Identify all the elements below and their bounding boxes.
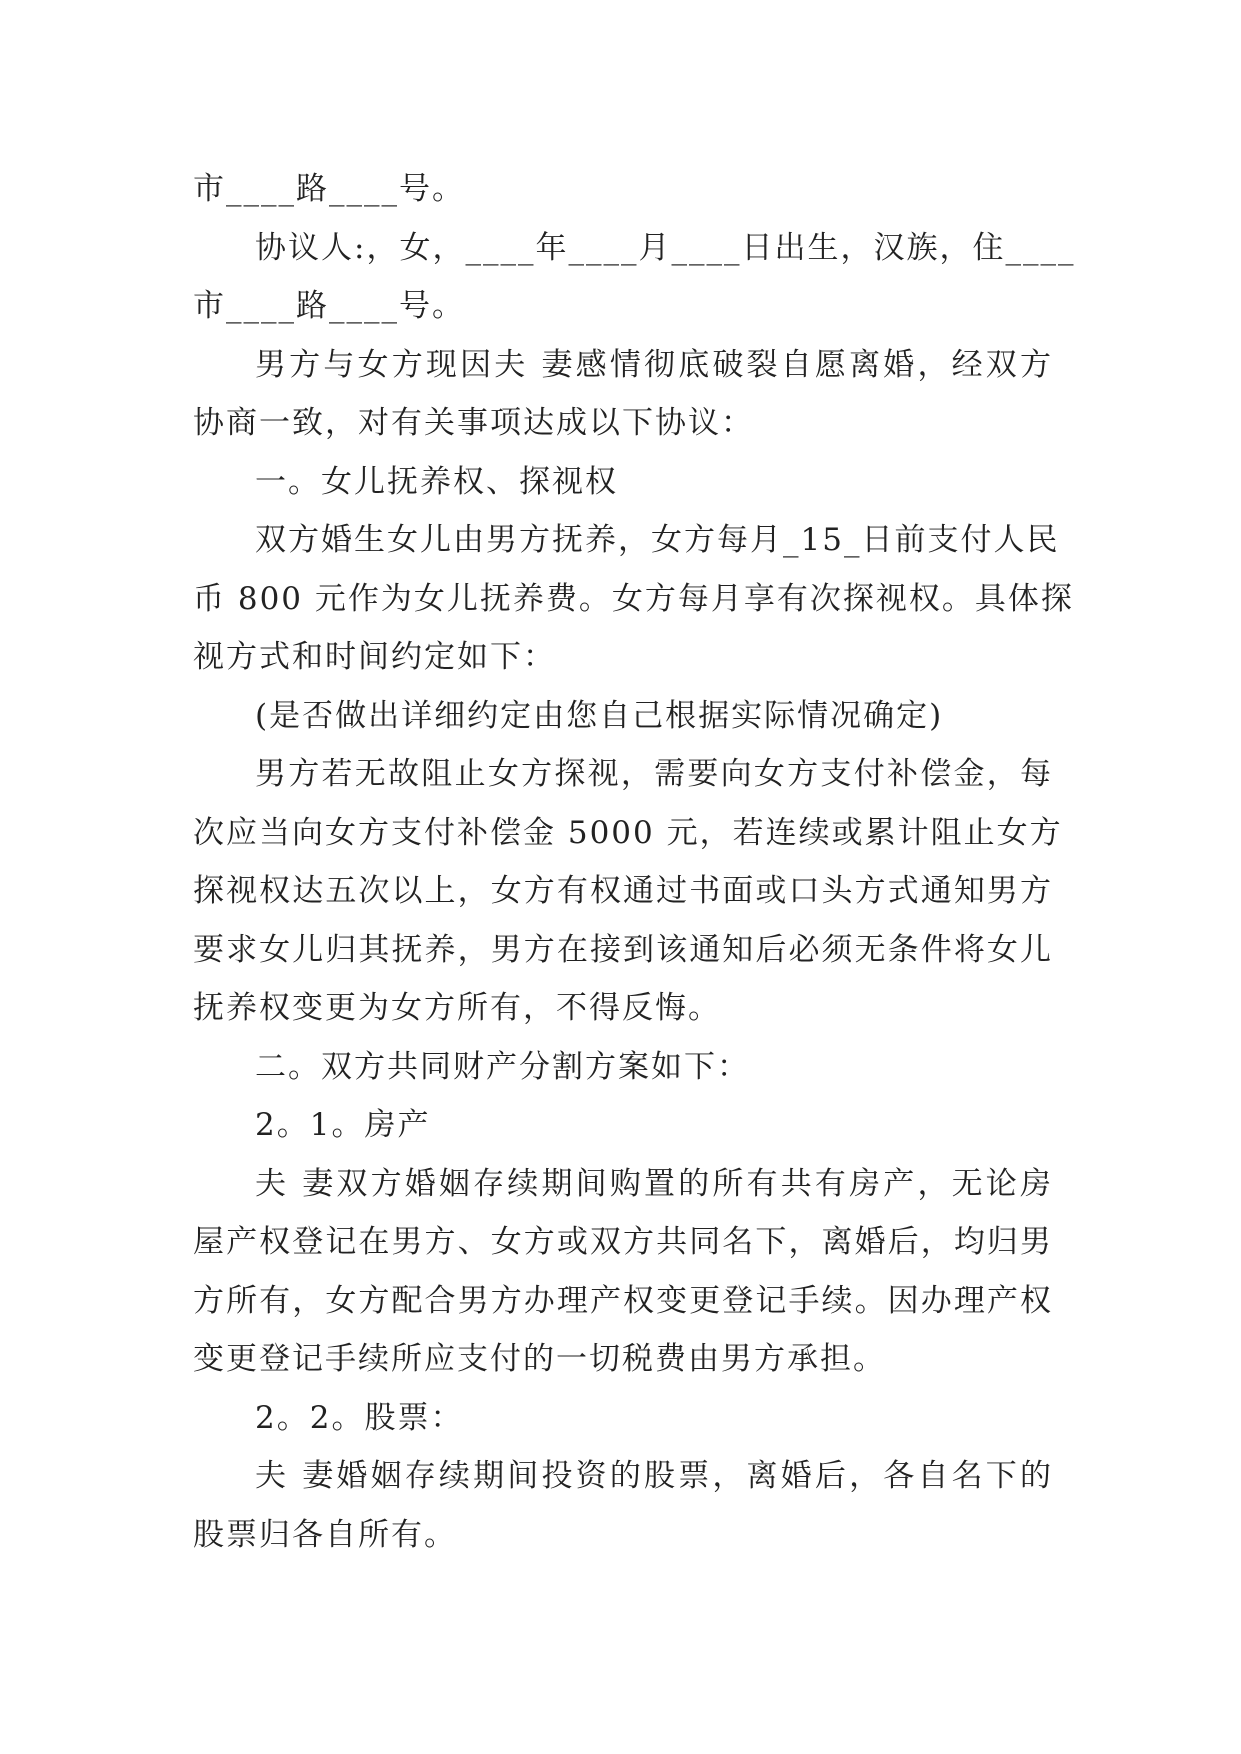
compensation-line-2: 次应当向女方支付补偿金 5000 元，若连续或累计阻止女方 — [193, 814, 1063, 851]
compensation-line-1: 男方若无故阻止女方探视，需要向女方支付补偿金，每 — [255, 756, 1053, 792]
custody-line-2: 币 800 元作为女儿抚养费。女方每月享有次探视权。具体探 — [193, 580, 1074, 617]
document-body — [193, 160, 1076, 1564]
custody-note: (是否做出详细约定由您自己根据实际情况确定) — [255, 697, 944, 734]
intro-line-1: 男方与女方现因夫 妻感情彻底破裂自愿离婚，经双方 — [255, 346, 1053, 383]
custody-line-3: 视方式和时间约定如下： — [193, 639, 556, 675]
subsection-2-2-heading: 2。2。股票： — [255, 1399, 464, 1436]
property-line-3: 方所有，女方配合男方办理产权变更登记手续。因办理产权 — [193, 1282, 1053, 1319]
subsection-2-1-heading: 2。1。房产 — [255, 1107, 431, 1143]
section-2-heading: 二。双方共同财产分割方案如下： — [255, 1048, 750, 1085]
address-line-1: 市____路____号。 — [193, 171, 465, 207]
address-line-2: 市____路____号。 — [193, 288, 465, 324]
compensation-line-5: 抚养权变更为女方所有，不得反悔。 — [193, 990, 721, 1026]
compensation-line-3: 探视权达五次以上，女方有权通过书面或口头方式通知男方 — [193, 873, 1053, 909]
custody-line-1: 双方婚生女儿由男方抚养，女方每月_15_日前支付人民 — [255, 522, 1060, 558]
property-line-2: 屋产权登记在男方、女方或双方共同名下，离婚后，均归男 — [193, 1224, 1053, 1260]
stocks-line-2: 股票归各自所有。 — [193, 1516, 457, 1553]
section-1-heading: 一。女儿抚养权、探视权 — [255, 463, 618, 500]
compensation-line-4: 要求女儿归其抚养，男方在接到该通知后必须无条件将女儿 — [193, 931, 1053, 968]
stocks-line-1: 夫 妻婚姻存续期间投资的股票，离婚后，各自名下的 — [255, 1458, 1053, 1494]
party-female-line: 协议人:，女，____年____月____日出生，汉族，住____ — [255, 229, 1076, 266]
property-line-1: 夫 妻双方婚姻存续期间购置的所有共有房产，无论房 — [255, 1165, 1053, 1202]
property-line-4: 变更登记手续所应支付的一切税费由男方承担。 — [193, 1341, 886, 1377]
intro-line-2: 协商一致，对有关事项达成以下协议： — [193, 405, 754, 441]
